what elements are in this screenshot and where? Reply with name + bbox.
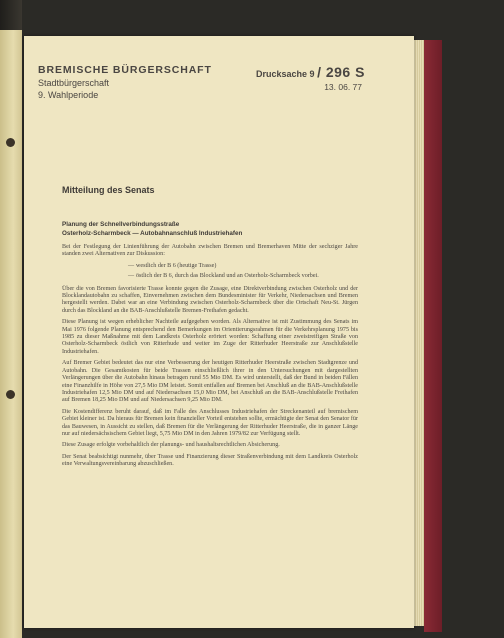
subject-line: Planung der Schnellverbindungsstraße [62, 221, 180, 228]
drucksache-number: / 296 S [317, 64, 365, 80]
alternative-item: — westlich der B 6 (heutige Trasse) [128, 262, 217, 269]
subject-line: Osterholz-Scharmbeck — Autobahnanschluß Industriehafen [62, 229, 243, 237]
section-title: Mitteilung des Senats [62, 185, 155, 195]
document-date: 13. 06. 77 [324, 82, 362, 92]
body-paragraph: Diese Zusage erfolgte vorbehaltlich der planungs- und haushaltsrechtlichen Absicherung. [62, 442, 280, 449]
body-paragraph: Auf Bremer Gebiet bedeutet das nur eine Verbesserung der heutigen Ritterhuder Heerstraße zwischen Stadtgrenze und Autobahn. Die Gesamtkosten für beide Trassen einschließlich ihrer in den Untersuchungen mit dargestellten Verlängerungen über die Autobahn hinaus betragen rund 55 Mio DM. Es wird unterstellt, daß der Bund in beiden Fällen eine Finanzhilfe in Höhe von 27,5 Mio DM leistet. Somit entfallen auf Bremen bei Anschluß an die BAB-Anschlußstelle Industriehafen 12,5 Mio DM und auf Niedersachsen 15,0 Mio DM, bei Anschluß an die BAB-Anschlußstelle Freihafen auf Bremen 18,25 Mio DM und auf Niedersachsen 9,25 Mio DM. [62, 360, 358, 404]
subject [62, 221, 362, 238]
document-header [38, 64, 212, 100]
legislative-period: 9. Wahlperiode [38, 90, 99, 100]
punch-hole [6, 138, 15, 147]
punch-hole [6, 390, 15, 399]
organization-name: BREMISCHE BÜRGERSCHAFT [38, 64, 212, 76]
document-body [62, 244, 358, 473]
alternative-item: — östlich der B 6, durch das Blockland und an Osterholz-Scharmbeck vorbei. [128, 273, 319, 280]
body-paragraph: Diese Planung ist wegen erheblicher Nachteile aufgegeben worden. Als Alternative ist mit Zustimmung des Senats im Mai 1976 folgende Planung entsprechend den Bemerkungen im Orientierungsrahmen für die Verkehrsplanung 1975 bis 1985 zu dieser Maßnahme mit dem Landkreis Osterholz erörtert worden: Schaffung einer zweistreifigen Straße von Osterholz-Scharmbeck östlich von Ritterhude und weiter im Zuge der Ritterhuder Heerstraße zur Anschlußstelle Industriehafen. [62, 319, 358, 355]
drucksache-label: Drucksache 9 [256, 69, 315, 79]
body-paragraph: Der Senat beabsichtigt nunmehr, über Trasse und Finanzierung dieser Straßenverbindung mit dem Landkreis Osterholz eine Verwaltungsvereinbarung abzuschließen. [62, 453, 358, 468]
chamber-name: Stadtbürgerschaft [38, 78, 110, 88]
document-reference [256, 64, 376, 92]
binder-strip [0, 30, 22, 638]
intro-paragraph: Bei der Festlegung der Linienführung der Autobahn zwischen Bremen und Bremerhaven Mitte der sechziger Jahre standen zwei Alternativen zur Diskussion: [62, 244, 358, 258]
drucksache [256, 64, 376, 80]
binder-cover [424, 40, 442, 632]
body-paragraph: Über die von Bremen favorisierte Trasse konnte gegen die Zusage, eine Direktverbindung zwischen Osterholz und der Blocklandautobahn zu schaffen, Einvernehmen zwischen dem Bundesminister für Verkehr, Niedersachsen und Bremen hergestellt werden. Dabei war an eine Verbindung zwischen Osterholz-Scharmbeck über die Ortschaft Neu-St. Jürgen durch das Blockland an die BAB-Anschlußstelle Bremen-Freihafen gedacht. [62, 285, 358, 314]
alternatives-list [62, 263, 358, 281]
body-paragraph: Die Kostendifferenz beruht darauf, daß im Falle des Anschlusses Industriehafen der Streckenanteil auf bremischem Gebiet kleiner ist. Da hieraus für Bremen kein finanzieller Vorteil entstehen sollte, ermächtigte der Senat den Senator für das Bauwesen, in Aussicht zu stellen, daß Bremen für die Verlängerung der Ritterhuder Heerstraße, die in ganzer Länge nur auf niedersächsischem Gebiet liegt, 5,75 Mio DM in den Jahren 1979/82 zur Verfügung stellt. [62, 408, 358, 437]
